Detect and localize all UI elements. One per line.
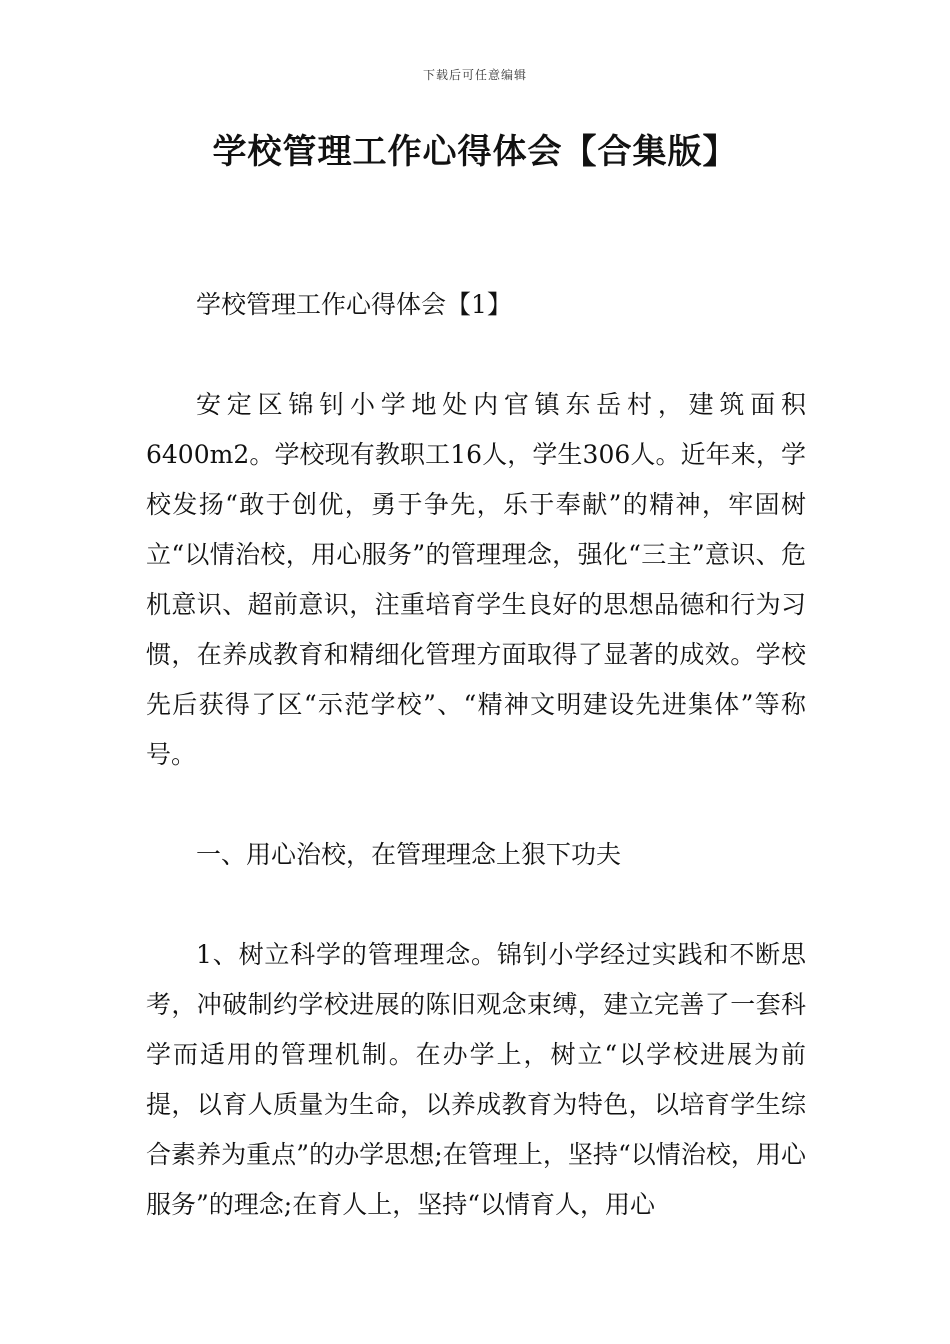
intro-paragraph: 安定区锦钊小学地处内官镇东岳村，建筑面积6400m2。学校现有教职工16人，学生306人。近年来，学校发扬“敢于创优，勇于争先，乐于奉献”的精神，牢固树立“以情治校，用心服务”的管理理念，强化“三主”意识、危机意识、超前意识，注重培育学生良好的思想品德和行为习惯，在养成教育和精细化管理方面取得了显著的成效。学校先后获得了区“示范学校”、“精神文明建设先进集体”等称号。 <box>146 390 806 769</box>
section-heading: 学校管理工作心得体会【1】 <box>196 290 512 319</box>
point-paragraph: 1、树立科学的管理理念。锦钊小学经过实践和不断思考，冲破制约学校进展的陈旧观念束缚，建立完善了一套科学而适用的管理机制。在办学上，树立“以学校进展为前提，以育人质量为生命，以养成教育为特色，以培育学生综合素养为重点”的办学思想;在管理上，坚持“以情治校，用心服务”的理念;在育人上，坚持“以情育人，用心 <box>146 940 806 1219</box>
header-note: 下载后可任意编辑 <box>422 68 527 82</box>
spacer <box>146 330 806 380</box>
document-body <box>146 280 806 1230</box>
spacer <box>146 880 806 930</box>
document-title: 学校管理工作心得体会【合集版】 <box>212 132 738 172</box>
subheading: 一、用心治校，在管理理念上狠下功夫 <box>196 840 622 869</box>
spacer <box>146 780 806 830</box>
